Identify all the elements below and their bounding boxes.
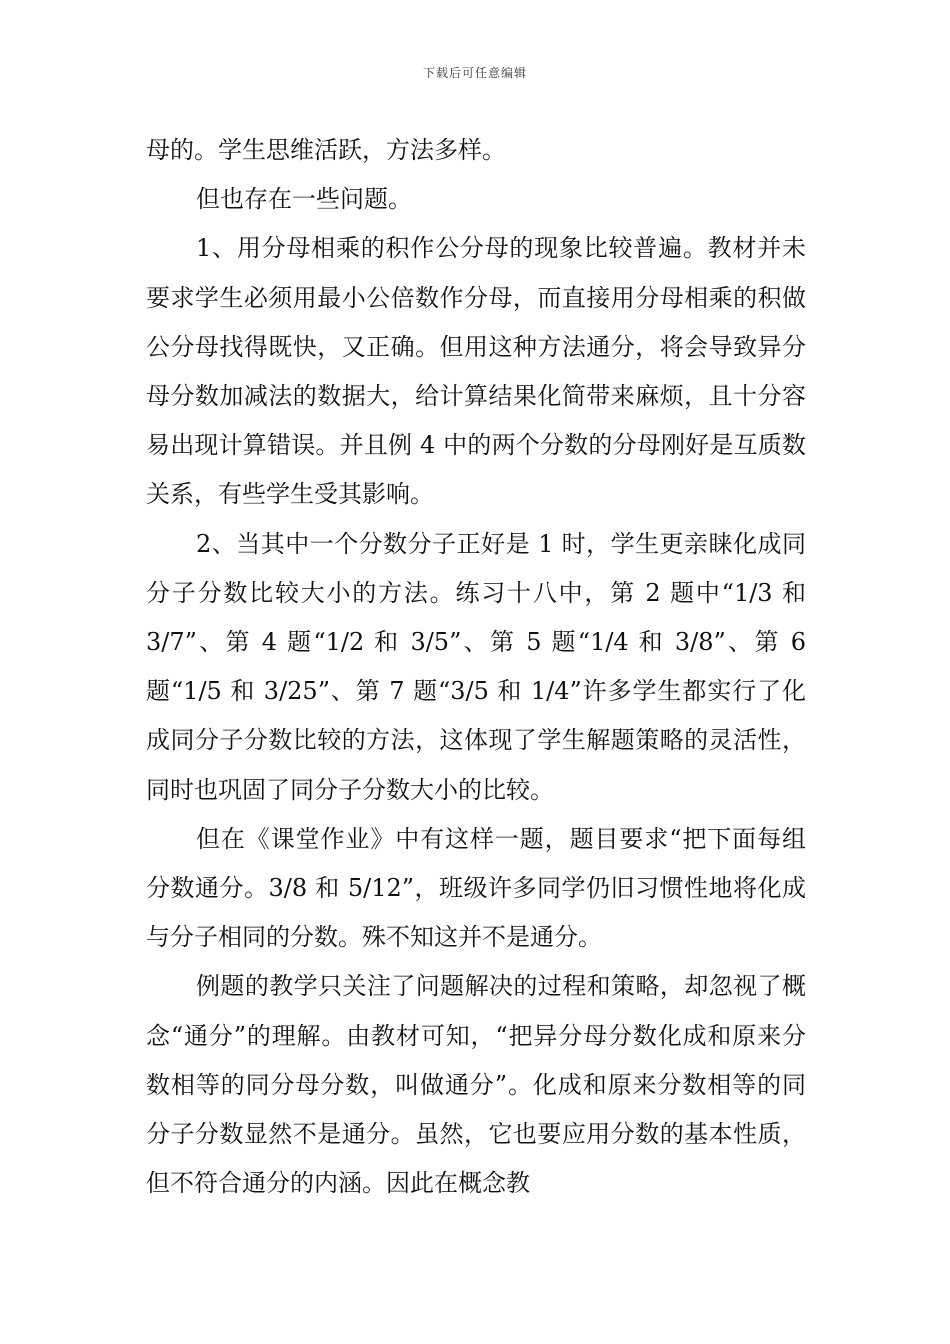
page-header: 下载后可任意编辑 bbox=[422, 66, 527, 80]
paragraph-3: 1、用分母相乘的积作公分母的现象比较普遍。教材并未要求学生必须用最小公倍数作分母，而直接用分母相乘的积做公分母找得既快，又正确。但用这种方法通分，将会导致异分母分数加减法的数据大，给计算结果化简带来麻烦，且十分容易出现计算错误。并且例 4 中的两个分数的分母刚好是互质数关系，有些学生受其影响。 bbox=[146, 234, 806, 509]
paragraph-4: 2、当其中一个分数分子正好是 1 时，学生更亲睐化成同分子分数比较大小的方法。练习十八中，第 2 题中“1/3 和 3/7”、第 4 题“1/2 和 3/5”、第 5 题“1/4 和 3/8”、第 6 题“1/5 和 3/25”、第 7 题“3/5 和 1/4”许多学生都实行了化成同分子分数比较的方法，这体现了学生解题策略的灵活性，同时也巩固了同分子分数大小的比较。 bbox=[146, 529, 806, 804]
paragraph-2: 但也存在一些问题。 bbox=[196, 185, 412, 214]
paragraph-1: 母的。学生思维活跃，方法多样。 bbox=[146, 136, 506, 164]
paragraph-6: 例题的教学只关注了问题解决的过程和策略，却忽视了概念“通分”的理解。由教材可知，“把异分母分数化成和原来分数相等的同分母分数，叫做通分”。化成和原来分数相等的同分子分数显然不是通分。虽然，它也要应用分数的基本性质，但不符合通分的内涵。因此在概念教 bbox=[146, 972, 806, 1198]
paragraph-5: 但在《课堂作业》中有这样一题，题目要求“把下面每组分数通分。3/8 和 5/12”，班级许多同学仍旧习惯性地将化成与分子相同的分数。殊不知这并不是通分。 bbox=[146, 824, 806, 952]
document-body bbox=[146, 126, 806, 1208]
